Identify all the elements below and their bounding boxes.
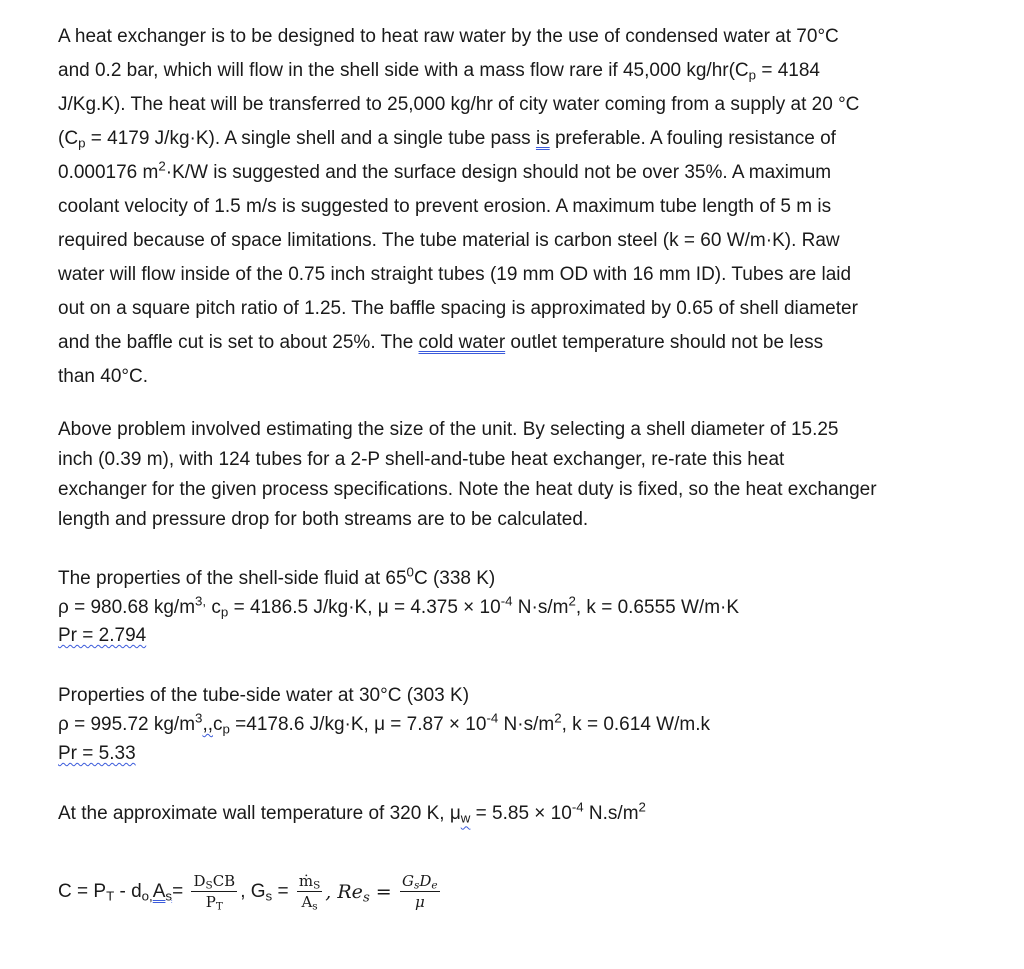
wall-value: = 5.85 × 10 [470,803,572,824]
problem-line-2 [58,56,820,85]
s-subscript: S [205,879,213,892]
fraction-denominator [191,892,237,911]
shell-heading-tail: C (338 K) [413,568,496,589]
clearance-formula [58,881,153,903]
m3-superscript: 3, [195,593,207,609]
re-equals: = [369,880,392,903]
problem-line-3: J/Kg.K). The heat will be transferred to 25,000 kg/hr of city water coming from a supply at 20 °C [58,94,860,115]
exponent-superscript: -4 [500,593,513,609]
t-subscript: T [106,887,115,903]
rerate-line-2: inch (0.39 m), with 124 tubes for a 2-P shell-and-tube heat exchanger, re-rate this heat [58,449,785,470]
problem-word-is: is [535,128,550,149]
as-lhs [153,881,172,903]
wall-subscript: w [460,810,471,826]
problem-line-8: water will flow inside of the 0.75 inch straight tubes (19 mm OD with 16 mm ID). Tubes are laid [58,264,852,285]
degree-superscript: 0 [406,564,414,580]
cp-subscript: p [220,604,229,620]
m2-superscript: 2 [568,593,576,609]
wall-text: At the approximate wall temperature of 320 K, μ [58,803,461,824]
shell-area-fraction [191,872,237,911]
fraction-numerator [297,872,322,892]
s-subscript: s [265,887,273,903]
problem-line-6: coolant velocity of 1.5 m/s is suggested to prevent erosion. A maximum tube length of 5 m is [58,196,832,217]
problem-line-4-text: (C [58,128,79,149]
gs-equals: = [272,880,289,902]
s-subscript: s [312,900,318,913]
cp-subscript: p [748,67,757,83]
o-subscript: o, [141,887,153,903]
problem-line-10-tail: outlet temperature should not be less [505,332,824,353]
problem-line-5-tail: ·K/W is suggested and the surface design should not be over 35%. A maximum [165,162,832,183]
tube-heading: Properties of the tube-side water at 30°C (303 K) [58,685,470,706]
m2-superscript: 2 [638,799,646,815]
pt-label: P [205,893,216,911]
shell-cp-label: c [206,597,221,618]
re-label: , Re [325,880,363,903]
shell-mu-unit: N·s/m [512,597,569,618]
m2-superscript: 2 [554,710,562,726]
cp-subscript: p [78,135,86,151]
c-lhs: C = P [58,880,107,902]
problem-line-2-tail: = 4184 [756,60,820,81]
shell-cp-value: = 4186.5 J/kg·K, μ = 4.375 × 10 [228,597,501,618]
tube-separator: ,, [202,714,213,735]
wall-unit: N.s/m [583,803,639,824]
ds-label: D [193,872,206,890]
fraction-denominator [297,892,322,911]
tube-properties-line [58,710,710,739]
formula-line [58,872,443,932]
g-label: G [402,872,414,890]
c-minus-d: - d [114,880,142,902]
as-equals: = [172,880,184,902]
problem-cold-water: cold water [418,332,506,353]
shell-heading-text: The properties of the shell-side fluid at 65 [58,568,407,589]
problem-line-2-text: and 0.2 bar, which will flow in the shell side with a mass flow rare if 45,000 kg/hr(C [58,60,749,81]
mass-velocity-fraction [297,872,322,911]
problem-line-11: than 40°C. [58,366,148,387]
re-lhs [325,881,391,903]
cp-subscript: p [222,721,230,737]
problem-line-9: out on a square pitch ratio of 1.25. The baffle spacing is approximated by 0.65 of shell diameter [58,298,858,319]
tube-cp-label: c [213,714,223,735]
exponent-superscript: -4 [571,799,584,815]
fraction-numerator [191,872,237,892]
shell-heading [58,564,495,593]
d-label: D [419,872,432,890]
m2-superscript: 2 [158,158,166,174]
problem-line-4-tail: preferable. A fouling resistance of [549,128,836,149]
as-den-label: A [301,893,313,911]
mdot-label: ṁ [298,872,314,890]
s-subscript: s [414,879,420,892]
exponent-superscript: -4 [486,710,499,726]
e-subscript: e [431,879,438,892]
shell-properties-line [58,593,739,622]
shell-prandtl: Pr = 2.794 [58,625,147,646]
m3-superscript: 3 [195,710,203,726]
problem-line-4 [58,124,836,153]
problem-line-10-text: and the baffle cut is set to about 25%. The [58,332,419,353]
rerate-line-1: Above problem involved estimating the size of the unit. By selecting a shell diameter of 15.25 [58,419,839,440]
cb-label: CB [212,872,236,890]
tube-conductivity: , k = 0.614 W/m.k [561,714,710,735]
reynolds-fraction [400,872,440,911]
gs-lhs [240,881,288,903]
fraction-denominator: μ [414,893,425,911]
tube-cp-value: =4178.6 J/kg·K, μ = 7.87 × 10 [229,714,487,735]
problem-line-5-text: 0.000176 m [58,162,159,183]
problem-line-7: required because of space limitations. The tube material is carbon steel (k = 60 W/m·K). Raw [58,230,840,251]
s-subscript: S [313,879,321,892]
problem-line-10 [58,328,823,357]
shell-conductivity: , k = 0.6555 W/m·K [575,597,740,618]
s-subscript: s [362,889,370,905]
rerate-line-3: exchanger for the given process specifications. Note the heat duty is fixed, so the heat exchanger [58,479,877,500]
shell-density: ρ = 980.68 kg/m [58,597,196,618]
wall-viscosity [58,799,646,828]
t-subscript: T [215,900,223,913]
s-subscript: s [165,887,173,903]
problem-line-4-mid: = 4179 J/kg·K). A single shell and a single tube pass [85,128,536,149]
tube-mu-unit: N·s/m [498,714,555,735]
tube-prandtl: Pr = 5.33 [58,743,136,764]
problem-line-1: A heat exchanger is to be designed to heat raw water by the use of condensed water at 70°C [58,26,839,47]
problem-line-5 [58,158,831,187]
gs-label: , G [240,880,266,902]
rerate-line-4: length and pressure drop for both streams are to be calculated. [58,509,589,530]
as-label: A [152,880,166,902]
fraction-numerator [400,872,440,892]
tube-density: ρ = 995.72 kg/m [58,714,196,735]
